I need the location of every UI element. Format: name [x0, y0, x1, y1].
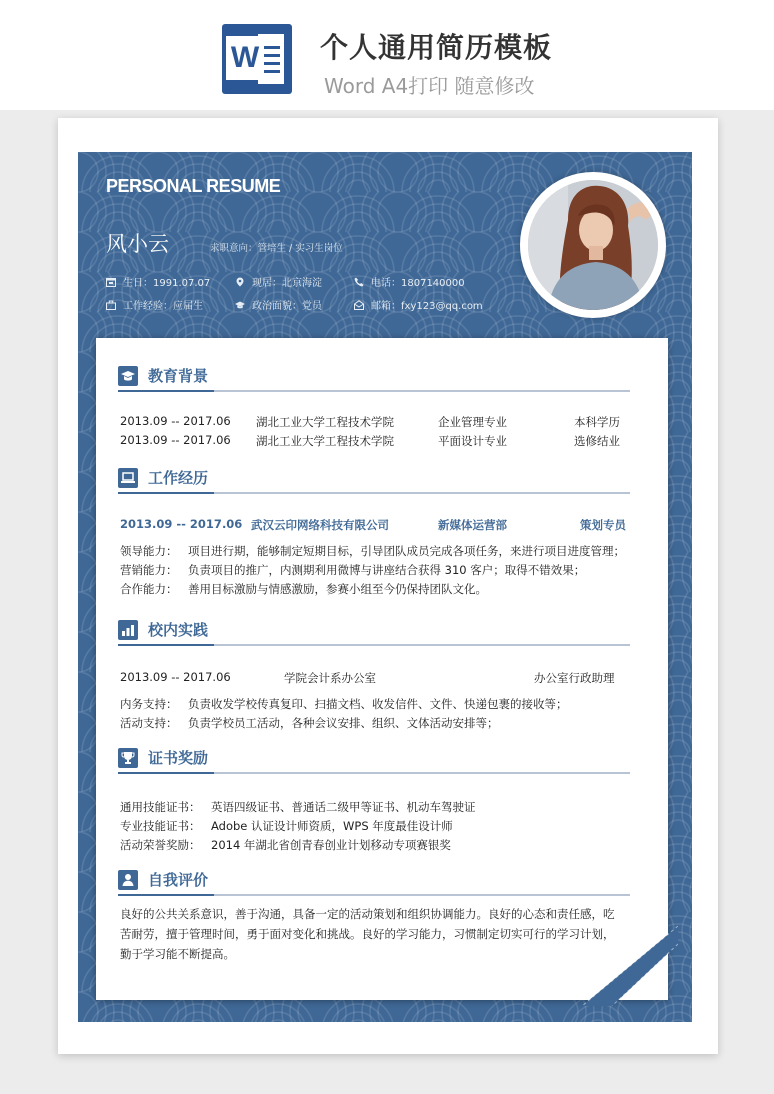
section-work — [118, 464, 630, 494]
info-text: 政治面貌：党员 — [252, 301, 322, 312]
info-text: 现居：北京海淀 — [252, 278, 322, 289]
edu-date: 2013.09 -- 2017.06 — [120, 433, 231, 447]
info-residence — [235, 274, 322, 289]
campus-role: 办公室行政助理 — [534, 671, 615, 685]
work-date: 2013.09 -- 2017.06 — [120, 517, 243, 531]
word-document-icon — [222, 24, 292, 94]
edu-degree: 选修结业 — [574, 434, 620, 448]
edu-date: 2013.09 -- 2017.06 — [120, 414, 231, 428]
section-campus — [118, 616, 630, 646]
banner-subtitle: Word A4打印 随意修改 — [324, 74, 535, 98]
phone-icon — [354, 277, 364, 287]
work-item-text: 善用目标激励与情感激励，参赛小组至今仍保持团队文化。 — [188, 582, 487, 596]
work-item-label: 营销能力： — [120, 563, 178, 577]
info-birthday — [106, 274, 210, 289]
work-item-label: 合作能力： — [120, 582, 178, 596]
award-label: 专业技能证书： — [120, 819, 201, 833]
campus-date: 2013.09 -- 2017.06 — [120, 670, 231, 684]
info-experience — [106, 297, 203, 312]
laptop-icon — [118, 468, 138, 488]
campus-org: 学院会计系办公室 — [284, 671, 376, 685]
work-company: 武汉云印网络科技有限公司 — [251, 518, 389, 532]
briefcase-icon — [106, 300, 116, 310]
resume-sheet — [58, 118, 718, 1054]
info-email — [354, 297, 483, 312]
edu-degree: 本科学历 — [574, 415, 620, 429]
campus-item-text: 负责收发学校传真复印、扫描文档、收发信件、文件、快递包裹的接收等； — [188, 697, 568, 711]
content-card — [96, 338, 668, 1000]
award-label: 活动荣誉奖励： — [120, 838, 201, 852]
corner-ribbon-decoration — [582, 926, 678, 1006]
trophy-icon — [118, 748, 138, 768]
campus-item-label: 活动支持： — [120, 716, 178, 730]
candidate-name: 风小云 — [106, 232, 169, 256]
work-role: 策划专员 — [580, 518, 626, 532]
work-item-text: 项目进行期，能够制定短期目标，引导团队成员完成各项任务，来进行项目进度管理； — [188, 544, 625, 558]
section-title: 工作经历 — [148, 469, 209, 487]
award-text: Adobe 认证设计师资质，WPS 年度最佳设计师 — [211, 819, 453, 833]
edu-school: 湖北工业大学工程技术学院 — [256, 415, 394, 429]
graduation-cap-icon — [235, 300, 245, 310]
profile-photo-frame — [520, 172, 666, 318]
info-political — [235, 297, 322, 312]
envelope-icon — [354, 300, 364, 310]
bar-chart-icon — [118, 620, 138, 640]
info-text: 工作经验：应届生 — [123, 301, 203, 312]
english-title: PERSONAL RESUME — [106, 176, 281, 196]
profile-photo — [528, 180, 658, 310]
work-dept: 新媒体运营部 — [438, 518, 507, 532]
job-intent: 求职意向：管培生 / 实习生岗位 — [210, 243, 343, 254]
section-title: 校内实践 — [148, 621, 209, 639]
info-text: 生日：1991.07.07 — [123, 278, 211, 289]
info-phone — [354, 274, 465, 289]
work-item-text: 负责项目的推广，内测期利用微博与讲座结合获得 310 客户；取得不错效果； — [188, 563, 586, 577]
location-pin-icon — [235, 277, 245, 287]
award-text: 英语四级证书、普通话二级甲等证书、机动车驾驶证 — [211, 800, 476, 814]
self-evaluation-text: 良好的公共关系意识，善于沟通，具备一定的活动策划和组织协调能力。良好的心态和责任感，吃苦耐劳，擅于管理时间，勇于面对变化和挑战。良好的学习能力，习惯制定切实可行的学习计划，勤于学习能不断提高。 — [120, 907, 615, 961]
template-banner — [0, 0, 774, 110]
calendar-icon — [106, 277, 116, 287]
banner-title: 个人通用简历模板 — [320, 31, 553, 64]
edu-major: 平面设计专业 — [438, 434, 507, 448]
info-text: 邮箱：fxy123@qq.com — [371, 301, 483, 312]
section-title: 自我评价 — [148, 871, 209, 889]
campus-item-label: 内务支持： — [120, 697, 178, 711]
edu-major: 企业管理专业 — [438, 415, 507, 429]
award-text: 2014 年湖北省创青春创业计划移动专项赛银奖 — [211, 838, 451, 852]
campus-item-text: 负责学校员工活动，各种会议安排、组织、文体活动安排等； — [188, 716, 499, 730]
section-education — [118, 362, 630, 392]
word-icon-letter: W — [226, 36, 264, 80]
person-icon — [118, 870, 138, 890]
section-title: 教育背景 — [148, 367, 209, 385]
section-self-evaluation — [118, 866, 630, 896]
info-text: 电话：1807140000 — [371, 278, 465, 289]
work-item-label: 领导能力： — [120, 544, 178, 558]
award-label: 通用技能证书： — [120, 800, 201, 814]
resume-background — [78, 152, 692, 1022]
edu-school: 湖北工业大学工程技术学院 — [256, 434, 394, 448]
mortarboard-icon — [118, 366, 138, 386]
section-awards — [118, 744, 630, 774]
section-title: 证书奖励 — [148, 749, 209, 767]
